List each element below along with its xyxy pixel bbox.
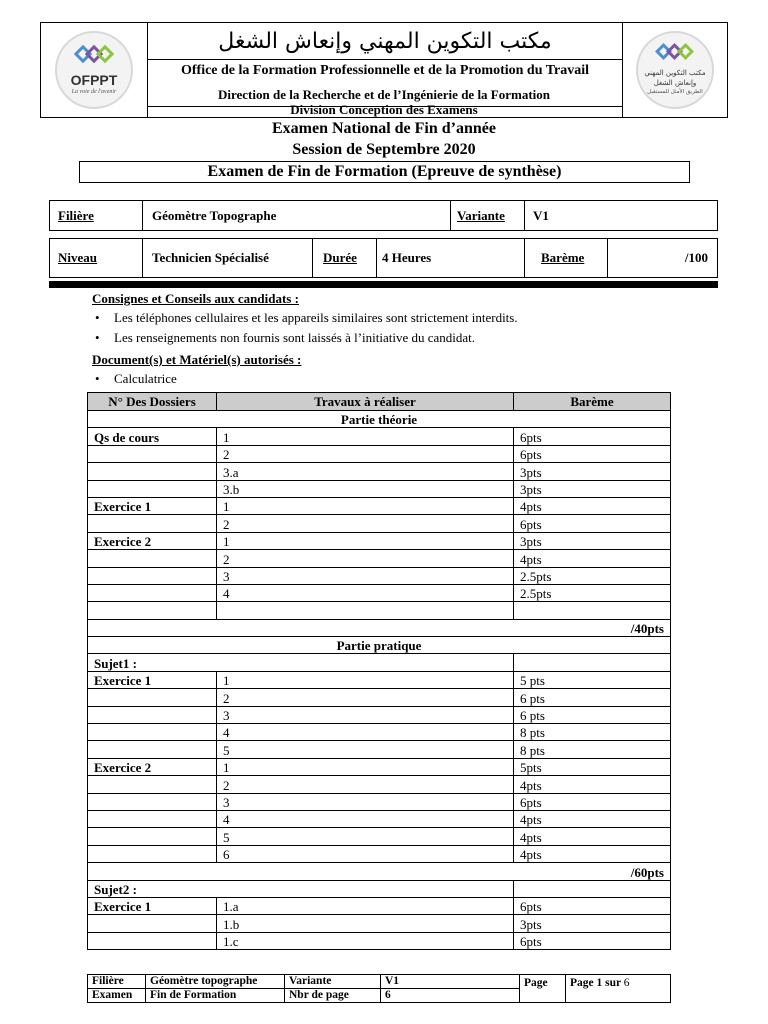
travaux-cell: 5 [217,828,514,845]
section-total: /60pts [88,863,671,880]
travaux-cell: 1.c [217,932,514,949]
niveau-label: Niveau [58,250,97,265]
bareme-cell: 6 pts [514,706,671,723]
dossier-cell: Exercice 1 [88,671,217,688]
bareme-cell: 3pts [514,532,671,549]
table-row [88,706,671,723]
exam-title: Examen National de Fin d’année [271,120,496,137]
dossier-cell [88,915,217,932]
total-row [88,619,671,636]
footer-nbr-label: Nbr de page [285,989,381,1003]
left-logo-cell [41,23,148,117]
document-item: • Calculatrice [114,371,177,387]
dossier-cell [88,584,217,601]
table-row [88,550,671,567]
bareme-cell: 3pts [514,463,671,480]
consignes-title: Consignes et Conseils aux candidats : [92,291,299,306]
session-title: Session de Septembre 2020 [292,141,476,158]
table-header-cell: Barème [514,393,671,411]
dossier-cell [88,515,217,532]
footer-page-value [566,975,671,1003]
filiere-value: Géomètre Topographe [152,207,277,223]
bareme-cell: 5pts [514,758,671,775]
niveau-value: Technicien Spécialisé [152,250,269,265]
ofppt-logo-text: OFPPT [70,72,118,88]
dossier-cell [88,828,217,845]
travaux-cell: 5 [217,741,514,758]
table-row [88,828,671,845]
footer-examen-label: Examen [88,989,146,1003]
footer-variante-label: Variante [285,975,381,989]
travaux-cell: 3.a [217,463,514,480]
travaux-cell: 3 [217,706,514,723]
bareme-cell: 8 pts [514,724,671,741]
bareme-cell: 4pts [514,497,671,514]
bareme-cell: 6pts [514,445,671,462]
black-separator-bar [49,281,718,288]
travaux-cell: 2 [217,445,514,462]
right-logo-text-3: الطريق الأمثل للمستقبل [647,89,703,95]
niveau-box [49,238,718,278]
table-row [88,915,671,932]
divider [524,201,525,230]
total-row [88,863,671,880]
table-row [88,445,671,462]
divider [142,201,143,230]
filiere-box [49,200,718,231]
travaux-cell: 4 [217,724,514,741]
travaux-cell: 1.b [217,915,514,932]
travaux-cell: 4 [217,810,514,827]
dossier-cell: Qs de cours [88,428,217,445]
dossier-cell: Exercice 2 [88,758,217,775]
bareme-cell: 6 pts [514,689,671,706]
table-row [88,584,671,601]
table-row [88,793,671,810]
travaux-cell: 1 [217,758,514,775]
footer-filiere-value: Géomètre topographe [146,975,285,989]
table-row [88,897,671,914]
table-row [88,932,671,949]
bareme-cell: 2.5pts [514,567,671,584]
bareme-cell: 3pts [514,480,671,497]
dossier-cell: Exercice 2 [88,532,217,549]
divider [607,239,608,277]
subject-row [88,880,671,897]
travaux-cell: 1 [217,671,514,688]
table-row [88,741,671,758]
bareme-cell: 4pts [514,810,671,827]
table-header-cell: N° Des Dossiers [88,393,217,411]
variante-label: Variante [457,207,505,223]
variante-value: V1 [533,207,549,223]
bareme-cell: 6pts [514,428,671,445]
consigne-item: • Les téléphones cellulaires et les appareils similaires sont strictement interdits. [114,310,518,326]
footer-filiere-label: Filière [88,975,146,989]
dossier-cell [88,602,217,619]
footer-examen-value: Fin de Formation [146,989,285,1003]
table-row [88,480,671,497]
travaux-cell: 2 [217,776,514,793]
consigne-item: • Les renseignements non fournis sont laissés à l’initiative du candidat. [114,330,475,346]
footer-table [87,974,671,1003]
documents-title: Document(s) et Matériel(s) autorisés : [92,352,302,367]
table-row [88,845,671,862]
duree-value: 4 Heures [382,250,432,265]
section-row [88,637,671,654]
travaux-cell: 3.b [217,480,514,497]
arabic-title: مكتب التكوين المهني وإنعاش الشغل [218,29,552,54]
dossier-cell [88,706,217,723]
bareme-cell [514,602,671,619]
table-header-cell: Travaux à réaliser [217,393,514,411]
divider [450,201,451,230]
filiere-label: Filière [58,207,94,223]
dossier-cell [88,724,217,741]
table-row [88,602,671,619]
dossier-cell [88,480,217,497]
bareme-cell: 8 pts [514,741,671,758]
bareme-cell: 5 pts [514,671,671,688]
subject-title: Sujet1 : [88,654,514,671]
dossier-cell [88,793,217,810]
dossier-cell [88,463,217,480]
dossier-cell [88,689,217,706]
travaux-cell: 1 [217,428,514,445]
table-row [88,567,671,584]
table-row [88,671,671,688]
right-logo-text-1: مكتب التكوين المهني [644,69,706,77]
grading-table [87,392,671,950]
travaux-cell: 2 [217,550,514,567]
right-logo-text-2: وإنعاش الشغل [653,79,697,87]
ofppt-logo-icon [41,23,147,117]
footer-variante-value: V1 [381,975,520,989]
divider [312,239,313,277]
page-of-label: Page 1 sur [570,977,621,989]
empty-cell [514,654,671,671]
bareme-cell: 4pts [514,550,671,567]
table-row [88,810,671,827]
dossier-cell [88,741,217,758]
travaux-cell: 3 [217,567,514,584]
bareme-cell: 6pts [514,932,671,949]
travaux-cell: 1.a [217,897,514,914]
dossier-cell [88,776,217,793]
divider [142,239,143,277]
travaux-cell: 1 [217,497,514,514]
bareme-value: /100 [684,250,708,265]
section-title: Partie théorie [88,411,671,428]
footer-page-label: Page [520,975,566,1003]
bareme-cell: 4pts [514,828,671,845]
division-line: Division Conception des Examens [290,102,478,117]
table-row [88,428,671,445]
dossier-cell: Exercice 1 [88,497,217,514]
bareme-cell: 6pts [514,793,671,810]
travaux-cell: 4 [217,584,514,601]
table-row [88,758,671,775]
dossier-cell [88,845,217,862]
direction-line: Direction de la Recherche et de l’Ingénierie de la Formation [217,87,551,102]
table-row [88,515,671,532]
bareme-cell: 4pts [514,776,671,793]
travaux-cell: 3 [217,793,514,810]
travaux-cell [217,602,514,619]
table-row [88,689,671,706]
bareme-cell: 6pts [514,515,671,532]
section-total: /40pts [88,619,671,636]
exam-type-box: Examen de Fin de Formation (Epreuve de synthèse) [79,161,690,183]
travaux-cell: 6 [217,845,514,862]
travaux-cell: 1 [217,532,514,549]
duree-label: Durée [323,250,357,265]
dossier-cell: Exercice 1 [88,897,217,914]
page-total: 6 [623,977,630,989]
travaux-cell: 2 [217,689,514,706]
dossier-cell [88,445,217,462]
bareme-label: Barème [541,250,585,265]
subject-row [88,654,671,671]
table-row [88,497,671,514]
right-logo-cell [622,23,727,117]
office-name: Office de la Formation Professionnelle et de la Promotion du Travail [180,63,590,78]
table-row [88,463,671,480]
table-header-row [88,393,671,411]
empty-cell [514,880,671,897]
divider [524,239,525,277]
dossier-cell [88,810,217,827]
table-row [88,532,671,549]
section-title: Partie pratique [88,637,671,654]
bareme-cell: 2.5pts [514,584,671,601]
dossier-cell [88,567,217,584]
bareme-cell: 3pts [514,915,671,932]
bareme-cell: 4pts [514,845,671,862]
table-row [88,724,671,741]
table-row [88,776,671,793]
dossier-cell [88,932,217,949]
bareme-cell: 6pts [514,897,671,914]
divider [376,239,377,277]
travaux-cell: 2 [217,515,514,532]
subject-title: Sujet2 : [88,880,514,897]
dossier-cell [88,550,217,567]
section-row [88,411,671,428]
footer-nbr-value: 6 [381,989,520,1003]
ofppt-logo-tagline: La voie de l'avenir [71,89,117,95]
